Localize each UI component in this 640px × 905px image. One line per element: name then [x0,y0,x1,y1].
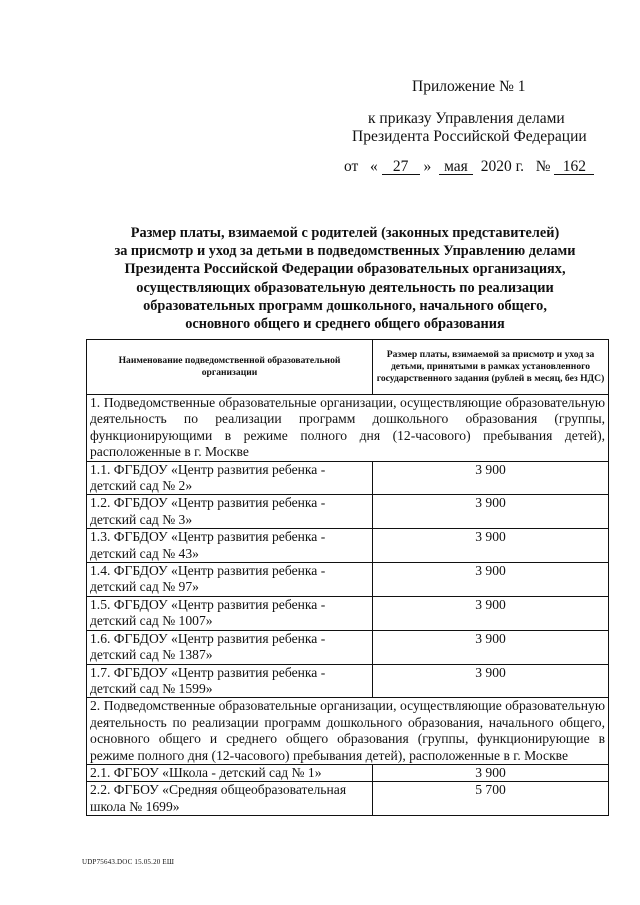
organization-cell [87,529,373,563]
organization-cell [87,495,373,529]
appendix-title: Приложение № 1 [412,78,526,95]
section-row [87,395,609,462]
order-date-row [344,158,594,176]
fee-cell: 3 900 [373,461,609,495]
date-day: 27 [382,159,420,175]
table-row [87,782,609,816]
table-header-row [87,340,609,395]
date-year: 2020 г. [480,158,525,175]
heading-line: образовательных программ дошкольного, начального общего, [143,297,547,314]
organization-cell [87,782,373,816]
heading-line: основного общего и среднего общего образования [185,316,505,333]
org-name-line: 1.7. ФГБДОУ «Центр развития ребенка - [90,664,326,680]
table-row [87,529,609,563]
fee-cell: 3 900 [373,563,609,597]
order-reference-line2: Президента Российской Федерации [352,128,587,145]
org-name-line: 1.5. ФГБДОУ «Центр развития ребенка - [90,596,326,612]
org-name-line: 2.2. ФГБОУ «Средняя общеобразовательная [90,782,347,798]
document-footer-code: UDP75643.DOC 15.05.20 ЕШ [82,858,175,866]
order-number: 162 [554,159,594,175]
org-name-line: детский сад № 43» [90,545,199,561]
fee-cell: 3 900 [373,596,609,630]
column-header-fee: Размер платы, взимаемой за присмотр и уход за детьми, принятыми в рамках установленного государственного задания (рублей в месяц, без НДС) [373,340,609,395]
organization-cell [87,596,373,630]
org-name-line: 1.6. ФГБДОУ «Центр развития ребенка - [90,630,326,646]
table-row [87,764,609,781]
table-row [87,461,609,495]
section-2-description: 2. Подведомственные образовательные организации, осуществляющие образовательную деятельность по реализации программ дошкольного образования, начального общего, основного общего и среднего общего образования (группы, функционирующие в режиме полного дня (12-часового) пребывания детей), расположенные в г. Москве [87,698,609,765]
fee-cell: 3 900 [373,495,609,529]
org-name-line: детский сад № 2» [90,478,193,494]
fee-cell: 3 900 [373,664,609,698]
organization-cell [87,764,373,781]
heading-line: осуществляющих образовательную деятельность по реализации [136,279,554,296]
date-prefix: от [344,158,359,175]
org-name-line: 1.4. ФГБДОУ «Центр развития ребенка - [90,563,326,579]
section-row [87,698,609,765]
org-name-line: 1.2. ФГБДОУ «Центр развития ребенка - [90,495,326,511]
org-name-line: детский сад № 1599» [90,680,213,696]
org-name-line: детский сад № 97» [90,579,199,595]
table-row [87,563,609,597]
fee-cell: 3 900 [373,630,609,664]
organization-cell [87,664,373,698]
organization-cell [87,630,373,664]
order-number-label: № [535,158,551,175]
org-name-line: школа № 1699» [90,798,180,814]
org-name-line: детский сад № 3» [90,511,193,527]
heading-line: Размер платы, взимаемой с родителей (законных представителей) [130,225,560,241]
table-row [87,630,609,664]
organization-cell [87,563,373,597]
fee-cell: 3 900 [373,529,609,563]
org-name-line: 2.1. ФГБОУ «Школа - детский сад № 1» [90,764,322,780]
org-name-line: детский сад № 1387» [90,647,213,663]
table-row [87,664,609,698]
document-heading [80,224,610,333]
table-row [87,495,609,529]
order-reference-line1: к приказу Управления делами [368,110,565,127]
date-month: мая [439,159,473,175]
org-name-line: 1.1. ФГБДОУ «Центр развития ребенка - [90,461,326,477]
organization-cell [87,461,373,495]
heading-line: Президента Российской Федерации образовательных организациях, [124,261,566,278]
section-1-description: 1. Подведомственные образовательные организации, осуществляющие образовательную деятельность по реализации программ дошкольного образования (группы, функционирующими в режиме полного дня (12-часового) пребывания детей), расположенные в г. Москве [87,395,609,462]
date-open-quote: « [369,158,378,175]
fee-table [86,339,609,816]
org-name-line: детский сад № 1007» [90,613,213,629]
table-row [87,596,609,630]
org-name-line: 1.3. ФГБДОУ «Центр развития ребенка - [90,529,326,545]
column-header-organization: Наименование подведомственной образовательной организации [87,340,373,395]
fee-cell: 3 900 [373,764,609,781]
fee-cell: 5 700 [373,782,609,816]
heading-line: за присмотр и уход за детьми в подведомственных Управлению делами [114,243,576,260]
date-close-quote: » [423,158,432,175]
